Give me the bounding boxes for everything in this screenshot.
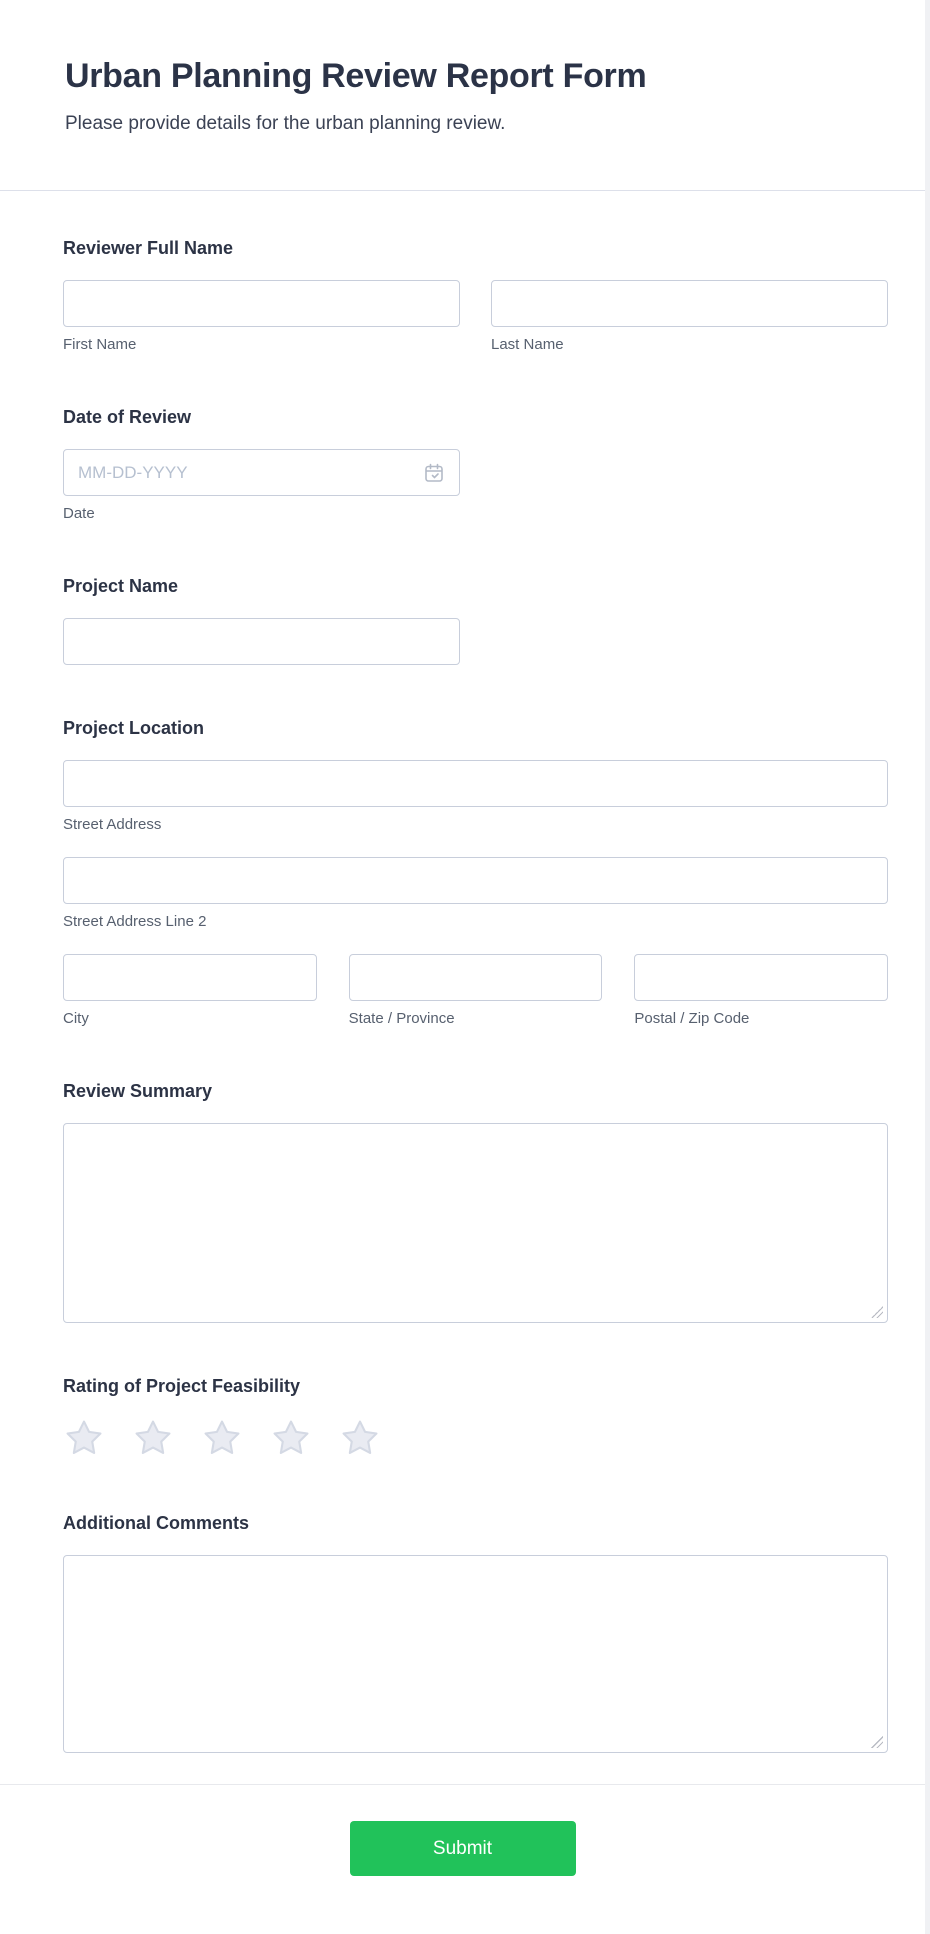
form-header xyxy=(0,0,925,191)
field-project-name xyxy=(63,575,888,665)
city-input[interactable] xyxy=(63,954,317,1001)
submit-button[interactable]: Submit xyxy=(350,1821,576,1876)
additional-comments-textarea[interactable] xyxy=(63,1555,888,1753)
last-name-sublabel: Last Name xyxy=(491,336,564,353)
date-of-review-label: Date of Review xyxy=(63,407,192,427)
review-summary-label: Review Summary xyxy=(63,1081,213,1101)
rating-label: Rating of Project Feasibility xyxy=(63,1376,301,1396)
first-name-input[interactable] xyxy=(63,280,460,327)
star-icon[interactable] xyxy=(270,1416,312,1460)
field-date-of-review xyxy=(63,406,888,523)
street-address-line2-input[interactable] xyxy=(63,857,888,904)
postal-zip-input[interactable] xyxy=(634,954,888,1001)
reviewer-name-label: Reviewer Full Name xyxy=(63,238,234,258)
project-name-label: Project Name xyxy=(63,576,179,596)
calendar-icon[interactable] xyxy=(423,462,445,484)
field-rating xyxy=(63,1375,888,1460)
field-additional-comments xyxy=(63,1512,888,1753)
postal-zip-sublabel: Postal / Zip Code xyxy=(634,1010,750,1027)
star-icon[interactable] xyxy=(63,1416,105,1460)
review-summary-textarea[interactable] xyxy=(63,1123,888,1323)
project-location-label: Project Location xyxy=(63,718,205,738)
star-icon[interactable] xyxy=(132,1416,174,1460)
field-project-location xyxy=(63,717,888,1028)
state-province-input[interactable] xyxy=(349,954,603,1001)
additional-comments-label: Additional Comments xyxy=(63,1513,250,1533)
state-province-sublabel: State / Province xyxy=(348,1010,455,1027)
street-address-line2-sublabel: Street Address Line 2 xyxy=(63,913,207,930)
last-name-input[interactable] xyxy=(491,280,888,327)
field-reviewer-name xyxy=(63,237,888,354)
star-rating xyxy=(63,1416,888,1460)
star-icon[interactable] xyxy=(201,1416,243,1460)
street-address-input[interactable] xyxy=(63,760,888,807)
first-name-sublabel: First Name xyxy=(63,336,137,353)
form-footer xyxy=(0,1784,925,1933)
date-sublabel: Date xyxy=(63,505,95,522)
city-sublabel: City xyxy=(63,1010,89,1027)
form-subtitle: Please provide details for the urban planning review. xyxy=(65,113,506,134)
project-name-input[interactable] xyxy=(63,618,460,665)
date-input[interactable] xyxy=(63,449,460,496)
star-icon[interactable] xyxy=(339,1416,381,1460)
form-body xyxy=(0,237,925,1753)
form-title: Urban Planning Review Report Form xyxy=(65,57,647,95)
field-review-summary xyxy=(63,1080,888,1323)
street-address-sublabel: Street Address xyxy=(63,816,162,833)
